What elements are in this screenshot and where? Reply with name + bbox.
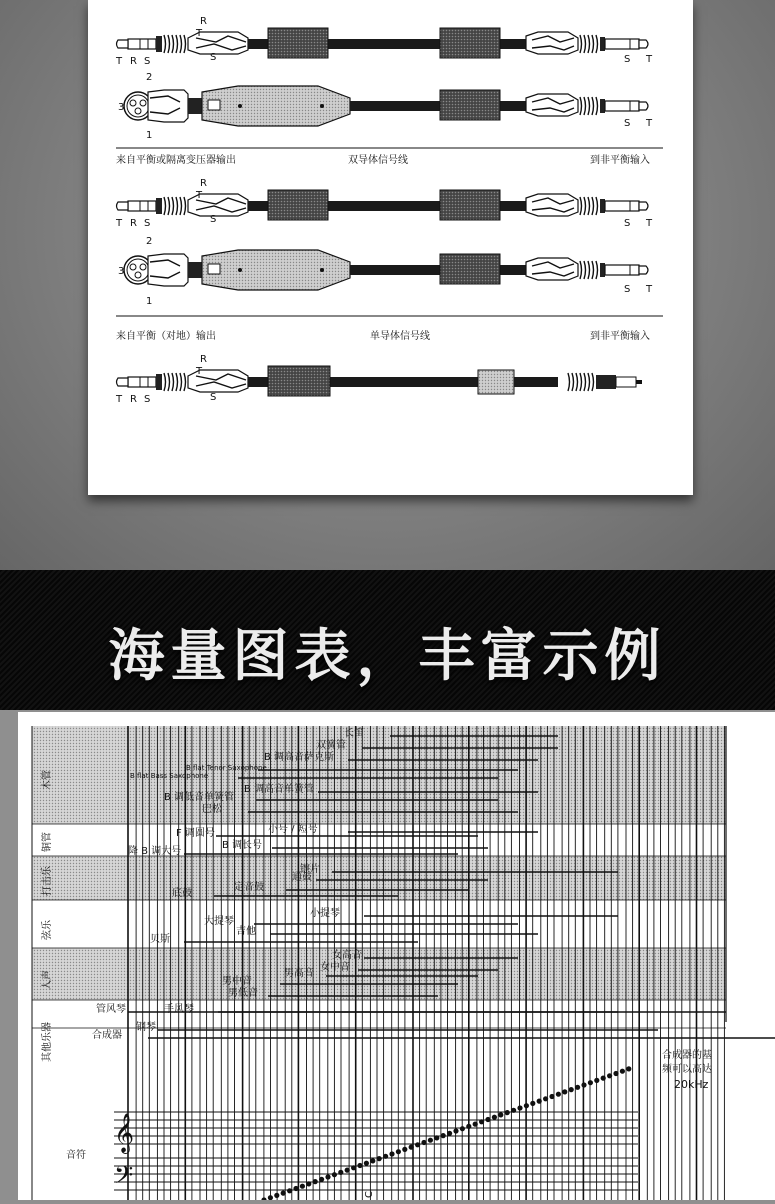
svg-text:S: S xyxy=(624,54,631,65)
group-other: 其他乐器 xyxy=(42,1022,53,1062)
note-dot xyxy=(537,1099,542,1104)
section1-center: 双导体信号线 xyxy=(348,155,408,166)
svg-text:2: 2 xyxy=(146,236,153,247)
label-tenor-sax: B flat Tenor Saxophone xyxy=(186,764,267,772)
synth-note xyxy=(662,1048,712,1091)
note-dot xyxy=(530,1101,535,1106)
note-dot xyxy=(620,1069,625,1074)
group-brass: 铜管 xyxy=(42,832,53,852)
group-woodwind: 木管 xyxy=(42,770,53,790)
note-dot xyxy=(396,1149,401,1154)
section2-left: 来自平衡（对地）输出 xyxy=(116,331,216,342)
note-dot xyxy=(300,1184,305,1189)
note-dot xyxy=(485,1117,490,1122)
note-dot xyxy=(357,1163,362,1168)
note-dot xyxy=(306,1181,311,1186)
note-dot xyxy=(466,1124,471,1129)
note-dot xyxy=(351,1165,356,1170)
svg-text:3: 3 xyxy=(118,102,125,113)
cable-diagram xyxy=(88,0,693,495)
section-captions xyxy=(116,153,650,342)
svg-text:S: S xyxy=(624,284,631,295)
label-bass: 贝斯 xyxy=(150,934,170,945)
svg-text:T: T xyxy=(196,28,203,39)
note-dot xyxy=(511,1108,516,1113)
note-dot xyxy=(338,1170,343,1175)
note-dot xyxy=(607,1073,612,1078)
label-accordion: 手风琴 xyxy=(164,1004,194,1015)
note-dot xyxy=(268,1195,273,1200)
note-dot xyxy=(601,1076,606,1081)
note-dot xyxy=(389,1151,394,1156)
label-bflat-sop-clar: B 调高音单簧管 xyxy=(244,784,315,795)
svg-text:S: S xyxy=(210,392,217,403)
label-horn: F 调圆号 xyxy=(176,828,215,839)
label-tuba: 降 B 调大号 xyxy=(128,846,182,857)
note-dot xyxy=(441,1133,446,1138)
section2-center: 单导体信号线 xyxy=(370,331,430,342)
label-bflat-sop-sax: B 调高音萨克斯 xyxy=(264,752,335,763)
notes-label: 音符 xyxy=(66,1150,86,1161)
svg-text:R: R xyxy=(200,354,207,365)
label-trumpet-cornet: 小号 / 短号 xyxy=(268,824,318,835)
note-dot xyxy=(626,1066,631,1071)
svg-text:T: T xyxy=(646,284,653,295)
svg-text:S: S xyxy=(210,52,217,63)
note-dot xyxy=(370,1158,375,1163)
label-guitar: 吉他 xyxy=(236,926,256,937)
svg-text:T: T xyxy=(646,54,653,65)
note-dot xyxy=(287,1188,292,1193)
svg-text:T: T xyxy=(646,118,653,129)
svg-text:R: R xyxy=(130,56,137,67)
svg-text:S: S xyxy=(144,394,151,405)
note-dot xyxy=(313,1179,318,1184)
group-strings: 弦乐 xyxy=(42,920,53,940)
instrument-range-sheet xyxy=(18,712,775,1200)
svg-text:20kHz: 20kHz xyxy=(674,1078,709,1091)
svg-text:T: T xyxy=(116,218,123,229)
svg-text:T: T xyxy=(116,56,123,67)
note-dot xyxy=(524,1103,529,1108)
note-dot xyxy=(588,1080,593,1085)
label-baritone: 男中音 xyxy=(222,976,252,987)
label-bass-clar: B 调低音单簧管 xyxy=(164,792,235,803)
note-dot xyxy=(479,1119,484,1124)
label-trombone: B 调长号 xyxy=(222,840,263,851)
note-dot xyxy=(562,1089,567,1094)
middle-c-label: C xyxy=(364,1191,375,1198)
cable-row-4 xyxy=(124,250,648,290)
note-dot xyxy=(409,1145,414,1150)
label-cello: 大提琴 xyxy=(204,916,234,927)
label-bass-voice: 男低音 xyxy=(228,988,258,999)
svg-text:S: S xyxy=(210,214,217,225)
note-dot xyxy=(293,1186,298,1191)
section1-right: 到非平衡输入 xyxy=(590,155,650,166)
svg-text:1: 1 xyxy=(146,296,153,307)
label-bass-sax: B flat Bass Saxophone xyxy=(130,772,209,780)
note-dot xyxy=(415,1142,420,1147)
label-timpani: 定音鼓 xyxy=(234,882,264,893)
note-dot xyxy=(498,1112,503,1117)
note-dot xyxy=(505,1110,510,1115)
label-cymbal: 镲片 xyxy=(300,864,320,875)
banner-title: 海量图表，丰富示例 xyxy=(108,624,667,689)
staff-lines xyxy=(114,1112,638,1190)
svg-text:S: S xyxy=(624,218,631,229)
note-dot xyxy=(447,1131,452,1136)
label-organ: 管风琴 xyxy=(96,1004,126,1015)
note-dot xyxy=(613,1071,618,1076)
svg-text:T: T xyxy=(196,366,203,377)
svg-text:2: 2 xyxy=(146,72,153,83)
note-dot xyxy=(377,1156,382,1161)
note-dot xyxy=(549,1094,554,1099)
svg-text:R: R xyxy=(200,178,207,189)
section2-right: 到非平衡输入 xyxy=(590,331,650,342)
note-dot xyxy=(274,1193,279,1198)
cable-diagram-sheet xyxy=(88,0,693,495)
label-bassoon: 巴松 xyxy=(202,804,222,815)
note-dot xyxy=(517,1105,522,1110)
svg-text:T: T xyxy=(196,190,203,201)
note-dot xyxy=(460,1126,465,1131)
svg-text:1: 1 xyxy=(146,130,153,141)
svg-text:S: S xyxy=(144,218,151,229)
svg-text:T: T xyxy=(646,218,653,229)
note-dot xyxy=(325,1174,330,1179)
note-dot xyxy=(575,1085,580,1090)
label-alto: 女中音 xyxy=(320,962,350,973)
note-dot xyxy=(543,1096,548,1101)
section1-left: 来自平衡或隔离变压器输出 xyxy=(116,155,236,166)
note-dot xyxy=(383,1154,388,1159)
note-dot xyxy=(594,1078,599,1083)
label-piano: 钢琴 xyxy=(136,1022,156,1033)
label-soprano: 女高音 xyxy=(332,950,362,961)
label-tenor: 男高音 xyxy=(284,968,314,979)
label-oboe: 双簧管 xyxy=(316,740,346,751)
cable-row-2 xyxy=(124,86,648,126)
note-dot xyxy=(402,1147,407,1152)
note-dot xyxy=(492,1115,497,1120)
svg-text:合成器的基: 合成器的基 xyxy=(662,1050,712,1061)
note-dot xyxy=(569,1087,574,1092)
note-dot xyxy=(319,1177,324,1182)
svg-text:R: R xyxy=(130,394,137,405)
svg-text:R: R xyxy=(130,218,137,229)
treble-clef-icon: 𝄞 xyxy=(114,1113,135,1153)
label-violin: 小提琴 xyxy=(310,908,340,919)
note-dot xyxy=(345,1168,350,1173)
svg-text:3: 3 xyxy=(118,266,125,277)
note-dot xyxy=(332,1172,337,1177)
note-dot xyxy=(428,1138,433,1143)
note-dot xyxy=(581,1082,586,1087)
note-dots xyxy=(261,1066,631,1200)
svg-text:S: S xyxy=(624,118,631,129)
note-dot xyxy=(556,1092,561,1097)
note-dot xyxy=(453,1128,458,1133)
instrument-range-chart xyxy=(18,712,775,1200)
group-percussion: 打击乐 xyxy=(42,866,53,896)
note-dot xyxy=(421,1140,426,1145)
svg-text:频可以高达: 频可以高达 xyxy=(662,1064,712,1075)
group-vocal: 人声 xyxy=(42,970,53,990)
label-synth: 合成器 xyxy=(92,1030,122,1041)
svg-text:T: T xyxy=(116,394,123,405)
label-flute: 长笛 xyxy=(344,728,364,739)
note-dot xyxy=(281,1191,286,1196)
bass-clef-icon: 𝄢 xyxy=(114,1161,134,1196)
label-tom: 通鼓 xyxy=(292,872,312,883)
label-kick: 底鼓 xyxy=(172,888,192,899)
svg-text:S: S xyxy=(144,56,151,67)
note-dot xyxy=(434,1135,439,1140)
note-dot xyxy=(364,1161,369,1166)
svg-text:R: R xyxy=(200,16,207,27)
note-dot xyxy=(473,1122,478,1127)
